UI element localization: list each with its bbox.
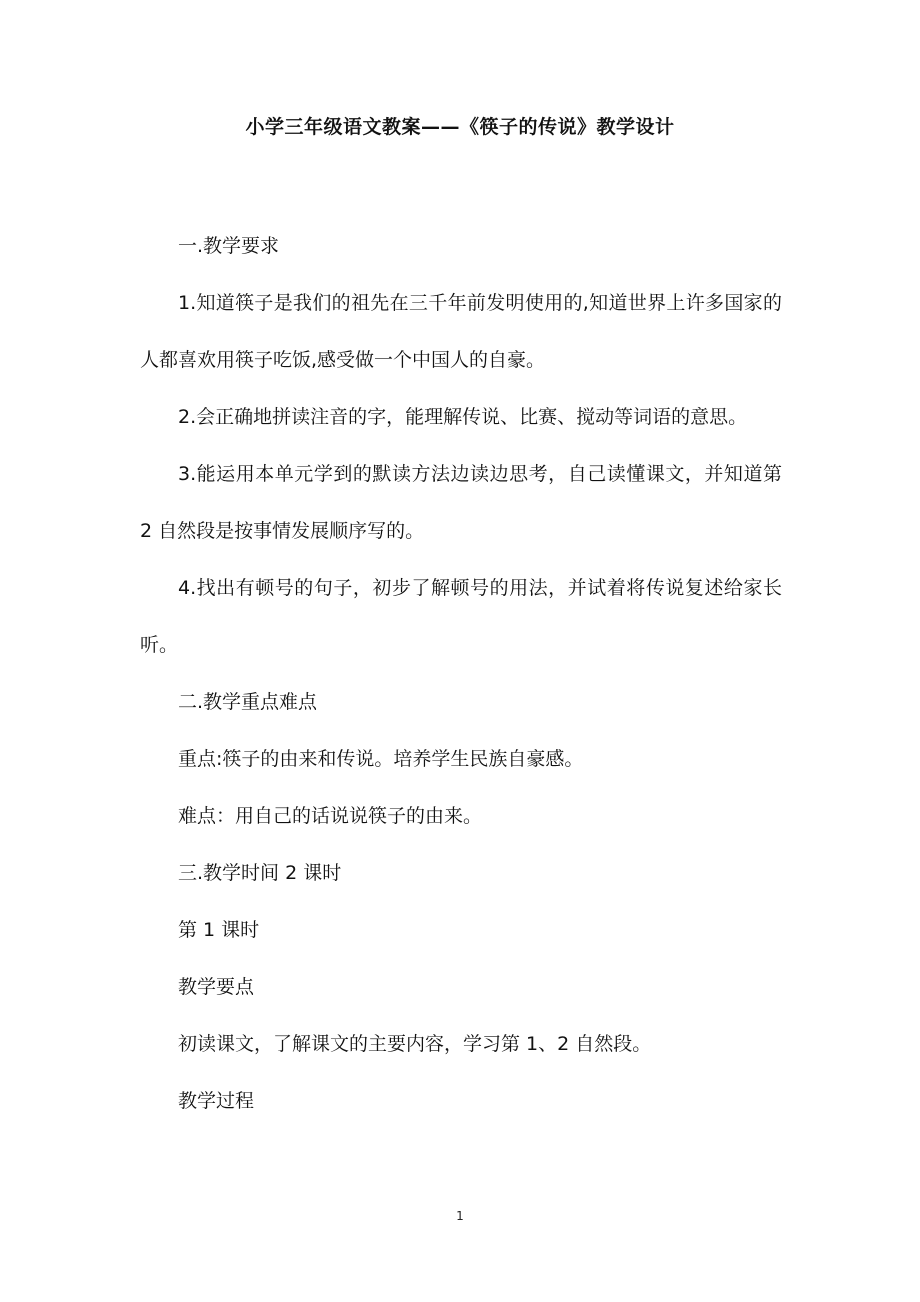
section-heading-key-points: 二.教学重点难点 xyxy=(178,691,318,713)
teaching-points-text: 初读课文，了解课文的主要内容，学习第 1、2 自然段。 xyxy=(178,1033,652,1055)
document-title: 小学三年级语文教案——《筷子的传说》教学设计 xyxy=(245,116,675,138)
teaching-process-heading: 教学过程 xyxy=(178,1090,255,1112)
difficult-point-text: 难点：用自己的话说说筷子的由来。 xyxy=(178,805,483,827)
requirement-item-2: 2.会正确地拼读注音的字，能理解传说、比赛、搅动等词语的意思。 xyxy=(178,406,748,428)
document-body xyxy=(140,218,782,1130)
section-heading-requirements: 一.教学要求 xyxy=(178,235,280,257)
teaching-points-heading: 教学要点 xyxy=(178,976,255,998)
requirement-item-3: 3.能运用本单元学到的默读方法边读边思考，自己读懂课文，并知道第 2 自然段是按事情发展顺序写的。 xyxy=(140,463,782,542)
requirement-item-1: 1.知道筷子是我们的祖先在三千年前发明使用的,知道世界上许多国家的人都喜欢用筷子吃饭,感受做一个中国人的自豪。 xyxy=(140,292,782,371)
lesson-heading: 第 1 课时 xyxy=(178,919,260,941)
key-point-text: 重点:筷子的由来和传说。培养学生民族自豪感。 xyxy=(178,748,584,770)
requirement-item-4: 4.找出有顿号的句子，初步了解顿号的用法，并试着将传说复述给家长听。 xyxy=(140,577,782,656)
section-heading-time: 三.教学时间 2 课时 xyxy=(178,862,342,884)
page-number: 1 xyxy=(456,1209,464,1223)
